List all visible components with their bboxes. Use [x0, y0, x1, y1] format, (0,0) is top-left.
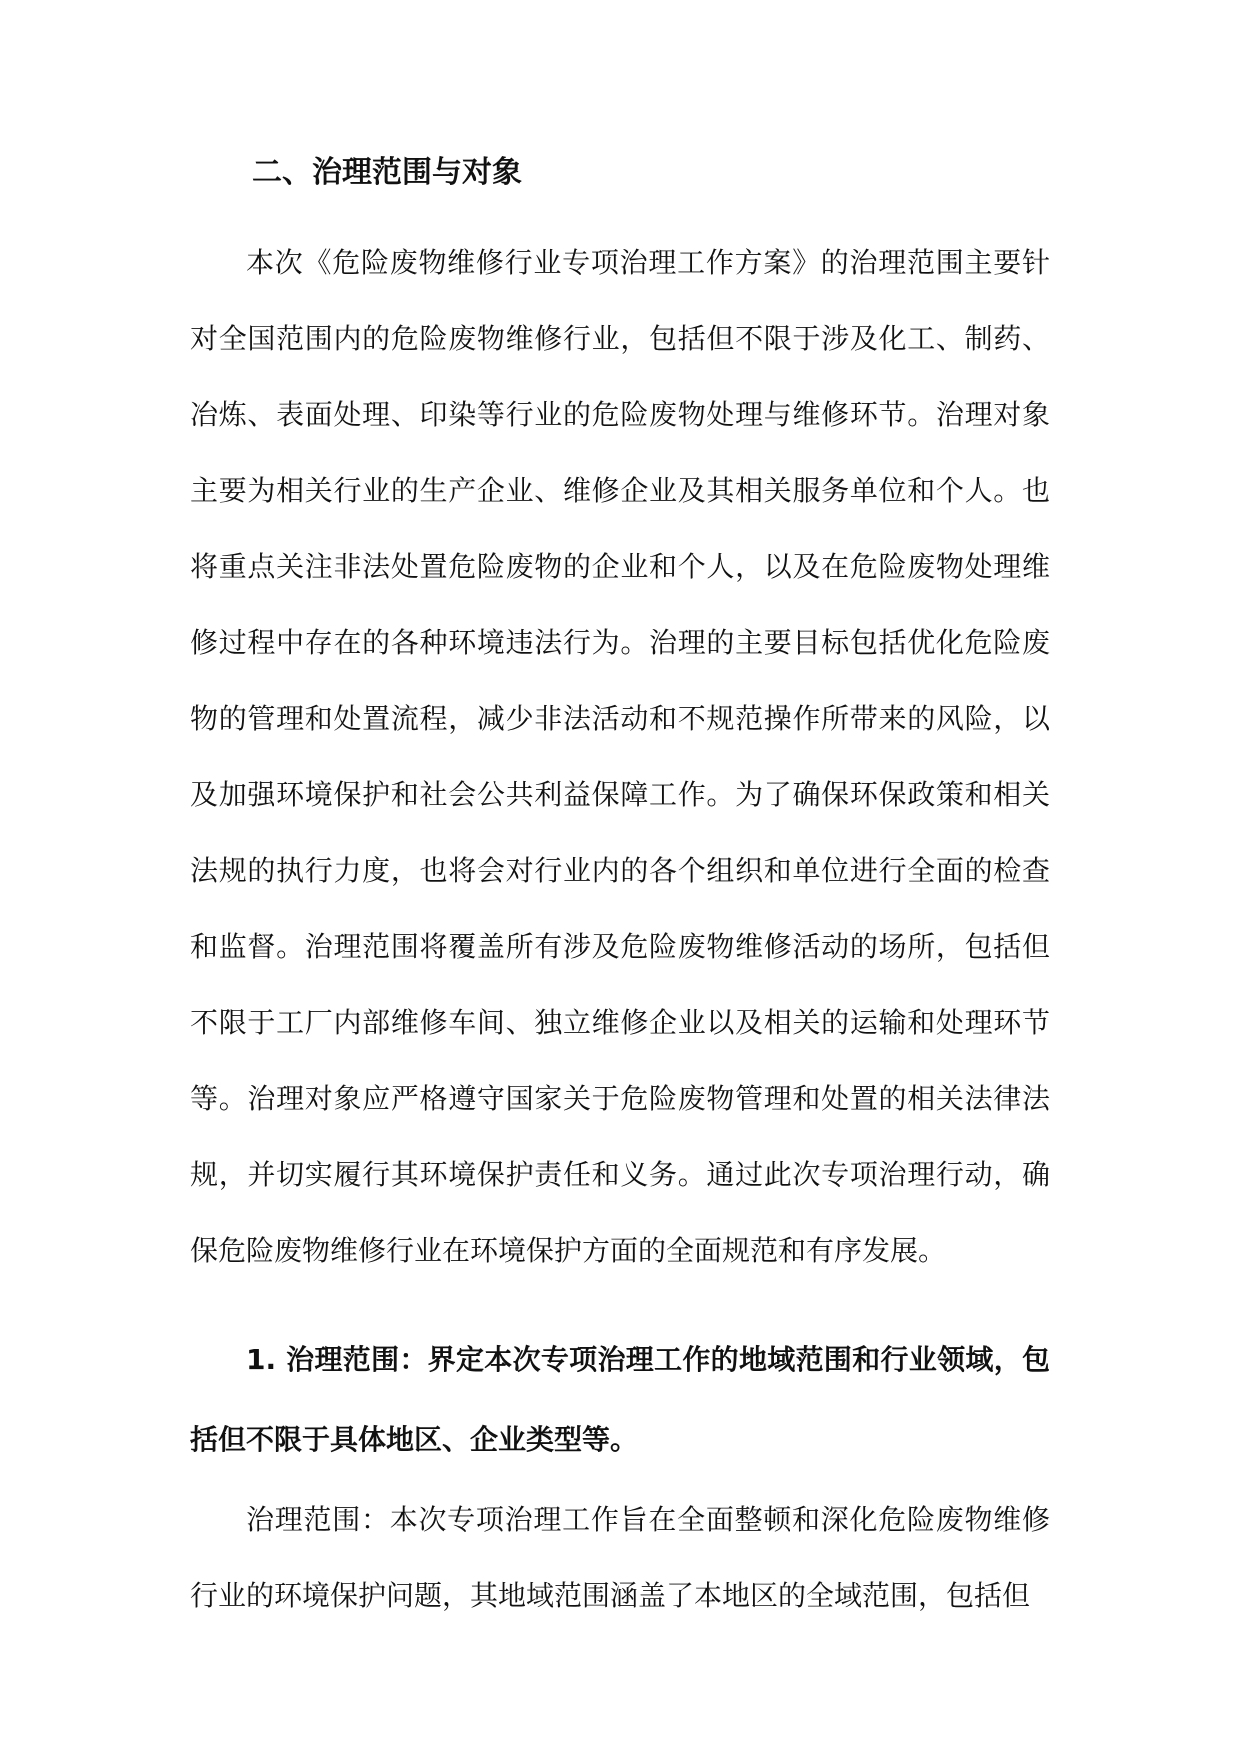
- intro-paragraph: 本次《危险废物维修行业专项治理工作方案》的治理范围主要针对全国范围内的危险废物维修行业，包括但不限于涉及化工、制药、冶炼、表面处理、印染等行业的危险废物处理与维修环节。治理对象主要为相关行业的生产企业、维修企业及其相关服务单位和个人。也将重点关注非法处置危险废物的企业和个人，以及在危险废物处理维修过程中存在的各种环境违法行为。治理的主要目标包括优化危险废物的管理和处置流程，减少非法活动和不规范操作所带来的风险，以及加强环境保护和社会公共利益保障工作。为了确保环保政策和相关法规的执行力度，也将会对行业内的各个组织和单位进行全面的检查和监督。治理范围将覆盖所有涉及危险废物维修活动的场所，包括但不限于工厂内部维修车间、独立维修企业以及相关的运输和处理环节等。治理对象应严格遵守国家关于危险废物管理和处置的相关法律法规，并切实履行其环境保护责任和义务。通过此次专项治理行动，确保危险废物维修行业在环境保护方面的全面规范和有序发展。: [190, 246, 1050, 1267]
- section-heading: 二、治理范围与对象: [252, 155, 522, 190]
- scope-paragraph: 治理范围：本次专项治理工作旨在全面整顿和深化危险废物维修行业的环境保护问题，其地域范围涵盖了本地区的全域范围，包括但: [190, 1503, 1050, 1612]
- numbered-subheading: 1. 治理范围：界定本次专项治理工作的地域范围和行业领域，包括但不限于具体地区、企业类型等。: [190, 1343, 1050, 1456]
